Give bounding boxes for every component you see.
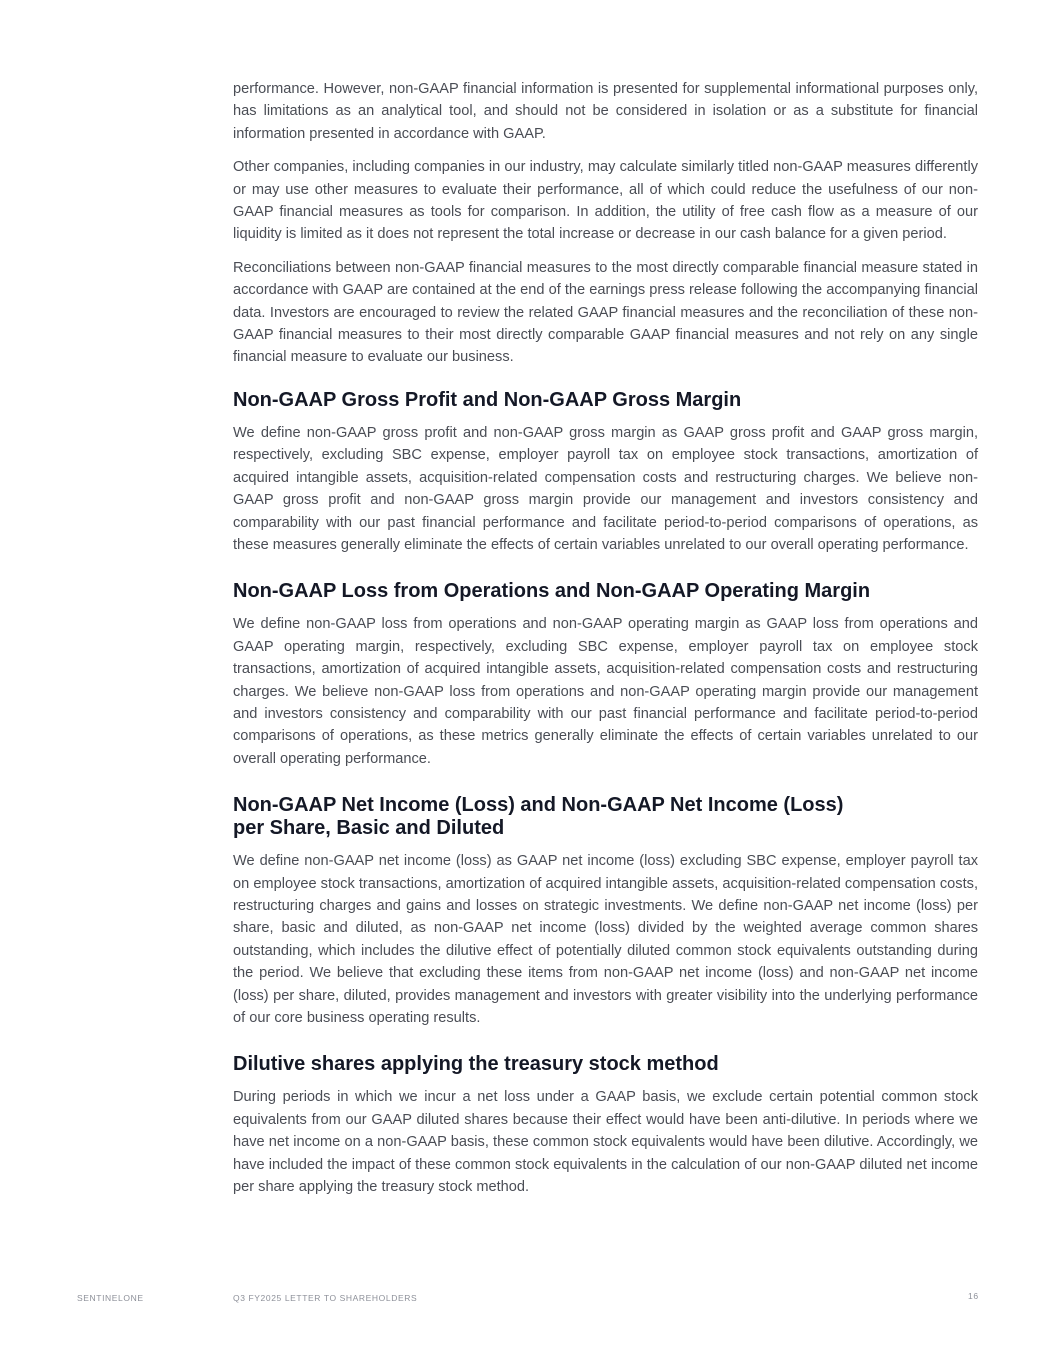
footer-document-title: Q3 FY2025 LETTER TO SHAREHOLDERS — [233, 1293, 418, 1303]
section-body-dilutive-shares: During periods in which we incur a net loss under a GAAP basis, we exclude certain potential common stock equivalents from our GAAP diluted shares because their effect would have been anti-dilutive. In periods where we have net income on a non-GAAP basis, these common stock equivalents would have been dilutive. Accordingly, we have included the impact of these common stock equivalents in the calculation of our non-GAAP diluted net income per share applying the treasury stock method. — [233, 1089, 978, 1196]
section-heading-gross-profit: Non-GAAP Gross Profit and Non-GAAP Gross Margin — [233, 388, 742, 411]
section-heading-operating-margin: Non-GAAP Loss from Operations and Non-GAAP Operating Margin — [233, 580, 871, 603]
section-heading-net-income-line-2: per Share, Basic and Diluted — [233, 817, 505, 840]
section-body-net-income: We define non-GAAP net income (loss) as GAAP net income (loss) excluding SBC expense, employer payroll tax on employee stock transactions, amortization of acquired intangible assets, acquisition-related compensation costs, restructuring charges and gains and losses on strategic investments. We define non-GAAP net income (loss) per share, basic and diluted, as non-GAAP net income (loss) divided by the weighted average common shares outstanding, which includes the dilutive effect of potentially diluted common stock equivalents outstanding during the period. We believe that excluding these items from non-GAAP net income (loss) and non-GAAP net income (loss) per share, diluted, provides management and investors with greater visibility into the underlying performance of our core business operating results. — [233, 853, 978, 1026]
intro-paragraph-2: Other companies, including companies in our industry, may calculate similarly titled non-GAAP measures differently or may use other measures to evaluate their performance, all of which could reduce the usefulness of our non-GAAP financial measures as tools for comparison. In addition, the utility of free cash flow as a measure of our liquidity is limited as it does not represent the total increase or decrease in our cash balance for a given period. — [233, 159, 978, 243]
section-heading-dilutive-shares: Dilutive shares applying the treasury stock method — [233, 1053, 719, 1076]
document-body — [233, 78, 978, 1209]
intro-paragraph-1: performance. However, non-GAAP financial information is presented for supplemental informational purposes only, has limitations as an analytical tool, and should not be considered in isolation or as a substitute for financial information presented in accordance with GAAP. — [233, 81, 978, 142]
section-heading-net-income — [233, 794, 978, 840]
section-heading-net-income-line-1: Non-GAAP Net Income (Loss) and Non-GAAP Net Income (Loss) — [233, 794, 844, 817]
intro-paragraph-3: Reconciliations between non-GAAP financial measures to the most directly comparable financial measure stated in accordance with GAAP are contained at the end of the earnings press release following the accompanying financial data. Investors are encouraged to review the related GAAP financial measures and the reconciliation of these non-GAAP financial measures to their most directly comparable GAAP financial measures and not rely on any single financial measure to evaluate our business. — [233, 259, 978, 366]
section-body-operating-margin: We define non-GAAP loss from operations and non-GAAP operating margin as GAAP loss from operations and GAAP operating margin, respectively, excluding SBC expense, employer payroll tax on employee stock transactions, amortization of acquired intangible assets, acquisition-related compensation costs and restructuring charges. We believe non-GAAP loss from operations and non-GAAP operating margin provide our management and investors consistency and comparability with our past financial performance and facilitate period-to-period comparisons of operations, as these metrics generally eliminate the effects of certain variables unrelated to our overall operating performance. — [233, 616, 978, 767]
page-number: 16 — [968, 1291, 979, 1301]
footer-brand: SENTINELONE — [77, 1293, 144, 1303]
section-body-gross-profit: We define non-GAAP gross profit and non-GAAP gross margin as GAAP gross profit and GAAP gross margin, respectively, excluding SBC expense, employer payroll tax on employee stock transactions, amortization of acquired intangible assets, acquisition-related compensation costs and restructuring charges. We believe non-GAAP gross profit and non-GAAP gross margin provide our management and investors consistency and comparability with our past financial performance and facilitate period-to-period comparisons of operations, as these measures generally eliminate the effects of certain variables unrelated to our overall operating performance. — [233, 424, 978, 553]
